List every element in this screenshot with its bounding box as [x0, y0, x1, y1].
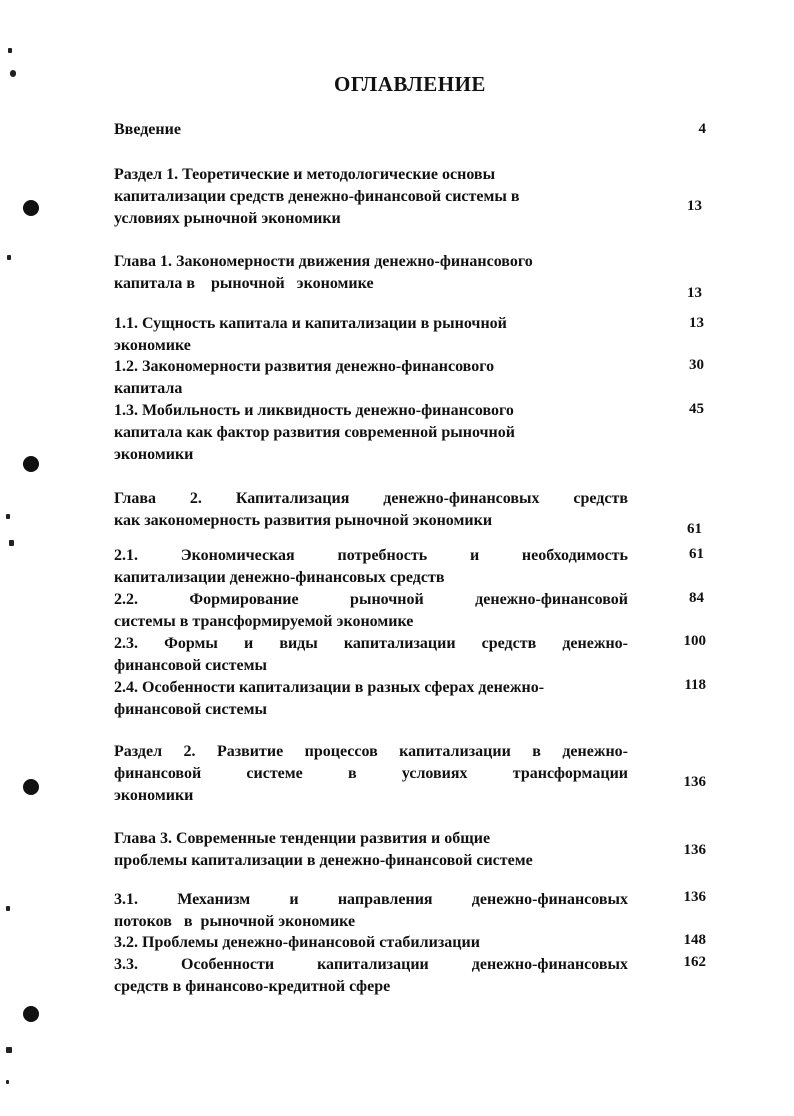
toc-line: 1.3. Мобильность и ликвидность денежно-финансового [114, 402, 514, 419]
scan-speck [6, 1047, 12, 1053]
toc-line: капитализации средств денежно-финансовой системы в [114, 188, 520, 205]
toc-line: 3.2. Проблемы денежно-финансовой стабилизации [114, 934, 480, 951]
toc-line: Глава 1. Закономерности движения денежно-финансового [114, 253, 533, 270]
toc-page-number: 13 [689, 315, 704, 331]
toc-page-number: 13 [687, 285, 702, 301]
toc-line: экономики [114, 446, 194, 463]
toc-line: экономике [114, 337, 191, 354]
toc-line: Глава 2. Капитализация денежно-финансовых средств [114, 490, 628, 507]
punch-hole [23, 779, 39, 795]
toc-line: экономики [114, 787, 194, 804]
toc-line: 1.2. Закономерности развития денежно-финансового [114, 358, 495, 375]
toc-entry-text [114, 356, 628, 400]
toc-line: финансовой системе в условиях трансформации [114, 765, 628, 782]
toc-page-number: 45 [689, 401, 704, 417]
toc-line: 2.2. Формирование рыночной денежно-финансовой [114, 591, 628, 608]
toc-entry-text [114, 545, 628, 589]
toc-line: 2.3. Формы и виды капитализации средств денежно- [114, 635, 628, 652]
toc-page-number: 136 [683, 842, 706, 858]
toc-entry-text [114, 313, 628, 357]
toc-page-number: 100 [683, 633, 706, 649]
toc-entry-text [114, 889, 628, 933]
toc-line: финансовой системы [114, 657, 267, 674]
toc-line: финансовой системы [114, 701, 267, 718]
toc-page-number: 13 [687, 198, 702, 214]
scan-speck [6, 1080, 9, 1084]
toc-line: капитализации денежно-финансовых средств [114, 569, 445, 586]
toc-line: потоков в рыночной экономике [114, 913, 356, 930]
toc-line: Раздел 2. Развитие процессов капитализации в денежно- [114, 743, 628, 760]
toc-page-number: 136 [683, 889, 706, 905]
toc-line: системы в трансформируемой экономике [114, 613, 414, 630]
toc-line: Глава 3. Современные тенденции развития и общие [114, 830, 491, 847]
toc-entry-text [114, 251, 628, 295]
toc-entry-text [114, 488, 628, 532]
toc-entry-text [114, 633, 628, 677]
toc-entry-text [114, 741, 628, 807]
toc-line: 2.4. Особенности капитализации в разных сферах денежно- [114, 679, 545, 696]
toc-line: капитала как фактор развития современной рыночной [114, 424, 515, 441]
toc-page-number: 148 [683, 932, 706, 948]
toc-page-number: 4 [698, 121, 706, 137]
scan-speck [6, 514, 10, 519]
scan-speck [8, 48, 12, 53]
toc-page-number: 136 [683, 774, 706, 790]
toc-page-number: 162 [683, 954, 706, 970]
toc-page-number: 61 [689, 546, 704, 562]
toc-entry-text [114, 400, 628, 466]
punch-hole [23, 200, 39, 216]
toc-line: Раздел 1. Теоретические и методологические основы [114, 166, 496, 183]
scan-speck [10, 70, 16, 77]
toc-line: условиях рыночной экономики [114, 210, 341, 227]
toc-line: как закономерность развития рыночной экономики [114, 512, 493, 529]
toc-line: капитала в рыночной экономике [114, 275, 374, 292]
toc-line: капитала [114, 380, 183, 397]
scan-speck [6, 906, 10, 911]
toc-line: средств в финансово-кредитной сфере [114, 978, 391, 995]
toc-line: 2.1. Экономическая потребность и необходимость [114, 547, 628, 564]
scan-speck [7, 255, 11, 260]
toc-entry-text [114, 589, 628, 633]
toc-entry-text [114, 164, 628, 230]
toc-page-number: 30 [689, 357, 704, 373]
page-title: ОГЛАВЛЕНИЕ [334, 72, 486, 96]
toc-entry-text [114, 119, 628, 141]
toc-entry-text [114, 677, 628, 721]
punch-hole [23, 1006, 39, 1022]
scan-speck [9, 540, 14, 546]
toc-line: 1.1. Сущность капитала и капитализации в рыночной [114, 315, 507, 332]
toc-line: Введение [114, 121, 181, 138]
toc-line: 3.1. Механизм и направления денежно-финансовых [114, 891, 628, 908]
toc-page-number: 61 [687, 521, 702, 537]
toc-line: 3.3. Особенности капитализации денежно-финансовых [114, 956, 628, 973]
punch-hole [23, 456, 39, 472]
toc-line: проблемы капитализации в денежно-финансовой системе [114, 852, 533, 869]
toc-entry-text [114, 932, 628, 954]
toc-page-number: 84 [689, 590, 704, 606]
toc-entry-text [114, 954, 628, 998]
toc-entry-text [114, 828, 628, 872]
toc-page-number: 118 [684, 677, 706, 693]
